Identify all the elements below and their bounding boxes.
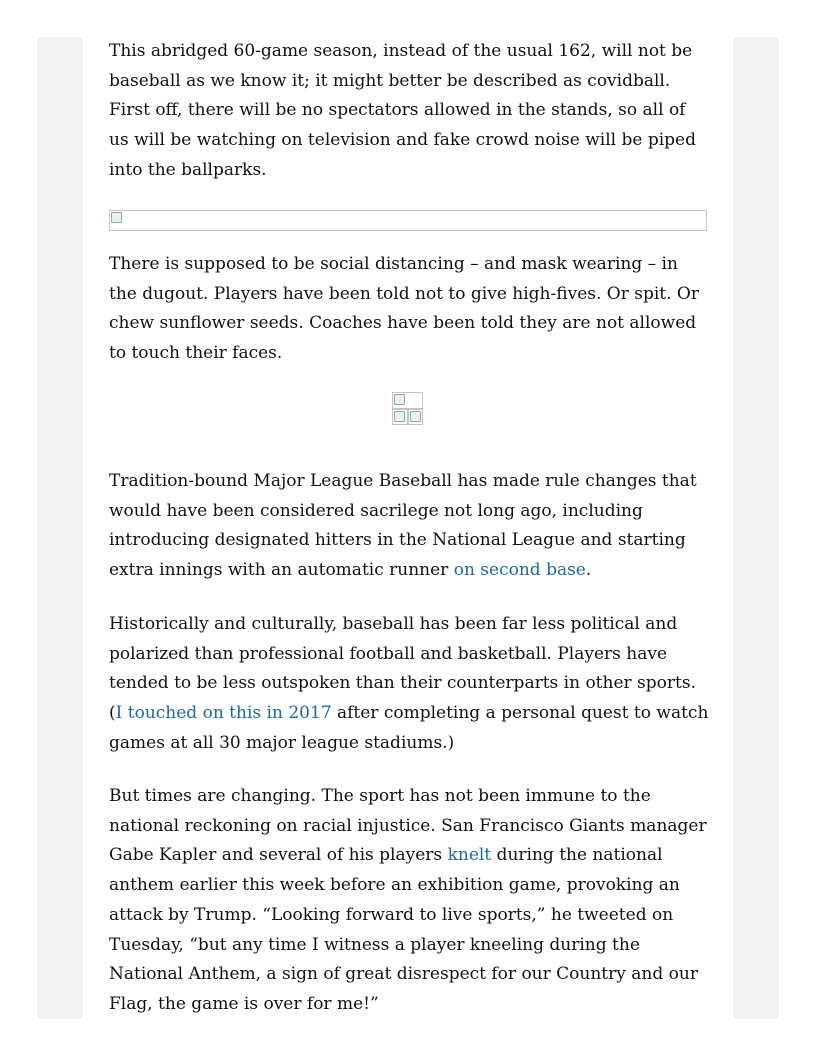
link-knelt[interactable]: knelt: [447, 845, 492, 866]
broken-image-group: [392, 392, 423, 425]
paragraph-social-distancing: There is supposed to be social distancing – and mask wearing – in the dugout. Players have been told not to give high-fives. Or spit. Or chew sunflower seeds. Coaches have been told they are not allowed to touch their faces.: [109, 254, 699, 364]
broken-image-top: [392, 392, 423, 409]
paragraph-text: Tradition-bound Major League Baseball has made rule changes that would have been considered sacrilege not long ago, including introducing designated hitters in the National League and starting extra innings with an automatic runner: [109, 471, 697, 581]
link-on-second-base[interactable]: on second base: [453, 560, 586, 581]
broken-image-wide: [109, 210, 707, 231]
paragraph-politics: [109, 610, 709, 759]
paragraph-times-changing: [109, 782, 709, 1020]
paragraph-text: Historically and culturally, baseball has been far less political and polarized than professional football and basketball. Players have tended to be less outspoken than their counterparts in other sports. (: [109, 614, 696, 724]
paragraph-rule-changes: [109, 467, 709, 586]
broken-image-bottom-left: [392, 409, 408, 425]
paragraph-text: during the national anthem earlier this week before an exhibition game, provoking an attack by Trump. “Looking forward to live sports,” he tweeted on Tuesday, “but any time I witness a player kneeling during the National Anthem, a sign of great disrespect for our Country and our Flag, the game is over for me!”: [109, 845, 698, 1014]
paragraph-text: But times are changing. The sport has not been immune to the national reckoning on racial injustice. San Francisco Giants manager Gabe Kapler and several of his players: [109, 786, 707, 866]
article-body: [109, 37, 709, 1014]
left-margin-panel: [37, 37, 83, 1019]
paragraph-text: .: [585, 560, 592, 581]
broken-image-bottom-right: [408, 409, 424, 425]
paragraph-covidball: This abridged 60-game season, instead of the usual 162, will not be baseball as we know it; it might better be described as covidball. First off, there will be no spectators allowed in the stands, so all of us will be watching on television and fake crowd noise will be piped into the ballparks.: [109, 41, 696, 180]
link-touched-on-this-2017[interactable]: I touched on this in 2017: [115, 703, 332, 724]
paragraph-text: after completing a personal quest to watch games at all 30 major league stadiums.): [109, 703, 709, 753]
right-margin-panel: [733, 37, 779, 1019]
